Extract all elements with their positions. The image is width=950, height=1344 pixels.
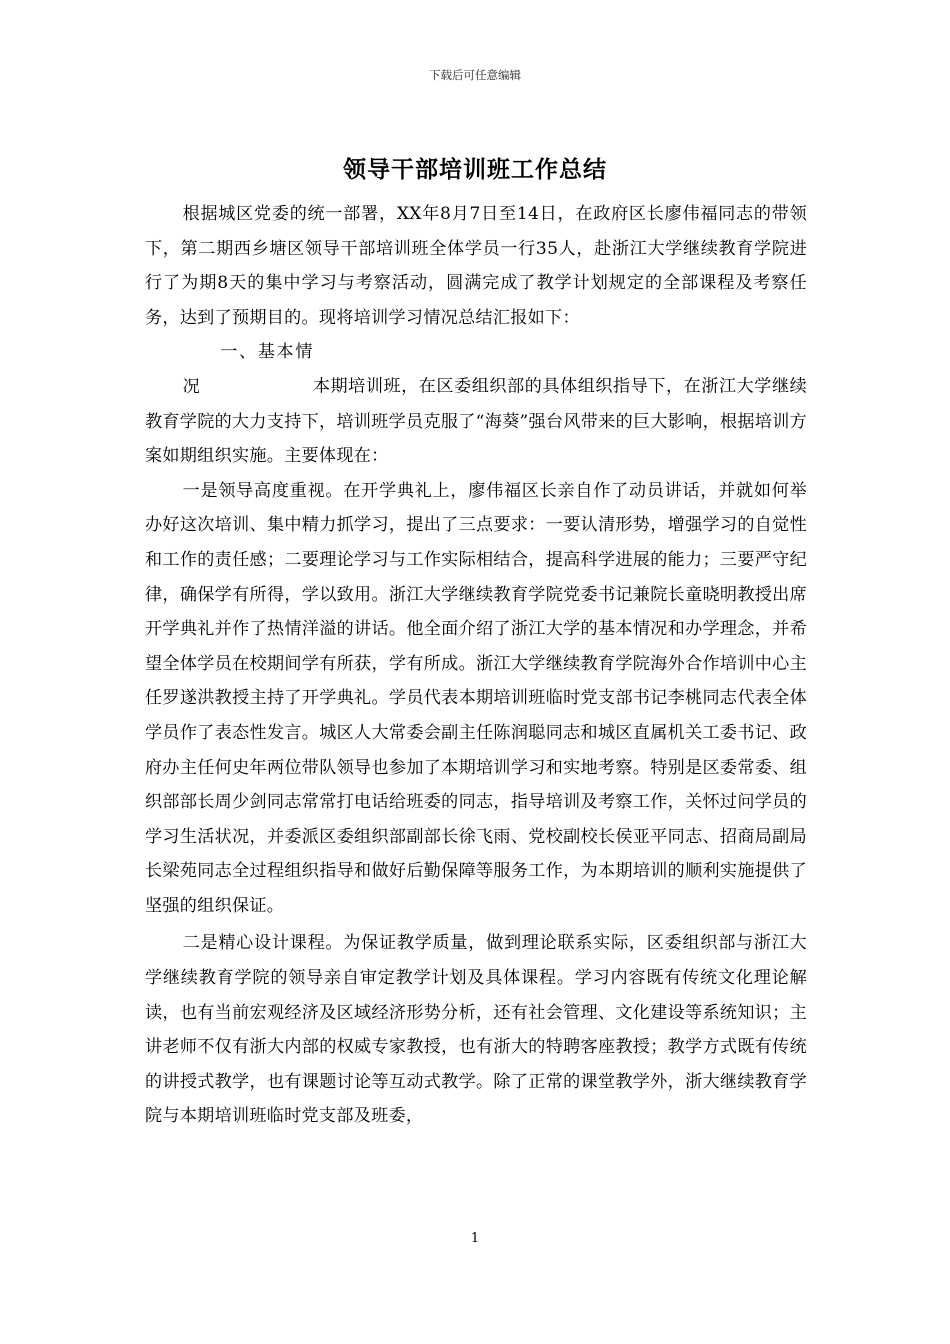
paragraph-curriculum: 二是精心设计课程。为保证教学质量，做到理论联系实际，区委组织部与浙江大学继续教育学院的领导亲自审定教学计划及具体课程。学习内容既有传统文化理论解读，也有当前宏观经济及区域经济形势分析，还有社会管理、文化建设等系统知识；主讲老师不仅有浙大内部的权威专家教授，也有浙大的特聘客座教授；教学方式既有传统的讲授式教学，也有课题讨论等互动式教学。除了正常的课堂教学外，浙大继续教育学院与本期培训班临时党支部及班委， [145, 933, 807, 1127]
document-body [145, 197, 807, 1134]
section-heading-basic-situation: 一、基本情况 [182, 342, 313, 397]
paragraph-basic-situation-text: 本期培训班，在区委组织部的具体组织指导下，在浙江大学继续教育学院的大力支持下，培训班学员克服了“海葵”强台风带来的巨大影响，根据培训方案如期组织实施。主要体现在： [145, 376, 807, 467]
paragraph-intro: 根据城区党委的统一部署，XX年8月7日至14日，在政府区长廖伟福同志的带领下，第二期西乡塘区领导干部培训班全体学员一行35人，赴浙江大学继续教育学院进行了为期8天的集中学习与考察活动，圆满完成了教学计划规定的全部课程及考察任务，达到了预期目的。现将培训学习情况总结汇报如下： [145, 204, 807, 328]
paragraph-basic-situation [145, 335, 807, 473]
document-title: 领导干部培训班工作总结 [343, 157, 607, 183]
page-header: 下载后可任意编辑 [429, 68, 521, 82]
paragraph-leadership: 一是领导高度重视。在开学典礼上，廖伟福区长亲自作了动员讲话，并就如何举办好这次培训、集中精力抓学习，提出了三点要求：一要认清形势，增强学习的自觉性和工作的责任感；二要理论学习与工作实际相结合，提高科学进展的能力；三要严守纪律，确保学有所得，学以致用。浙江大学继续教育学院党委书记兼院长童晓明教授出席开学典礼并作了热情洋溢的讲话。他全面介绍了浙江大学的基本情况和办学理念，并希望全体学员在校期间学有所获，学有所成。浙江大学继续教育学院海外合作培训中心主任罗遂洪教授主持了开学典礼。学员代表本期培训班临时党支部书记李桃同志代表全体学员作了表态性发言。城区人大常委会副主任陈润聪同志和城区直属机关工委书记、政府办主任何史年两位带队领导也参加了本期培训学习和实地考察。特别是区委常委、组织部部长周少剑同志常常打电话给班委的同志，指导培训及考察工作，关怀过问学员的学习生活状况，并委派区委组织部副部长徐飞雨、党校副校长侯亚平同志、招商局副局长梁苑同志全过程组织指导和做好后勤保障等服务工作，为本期培训的顺利实施提供了坚强的组织保证。 [145, 480, 807, 916]
page-number: 1 [470, 1231, 480, 1246]
